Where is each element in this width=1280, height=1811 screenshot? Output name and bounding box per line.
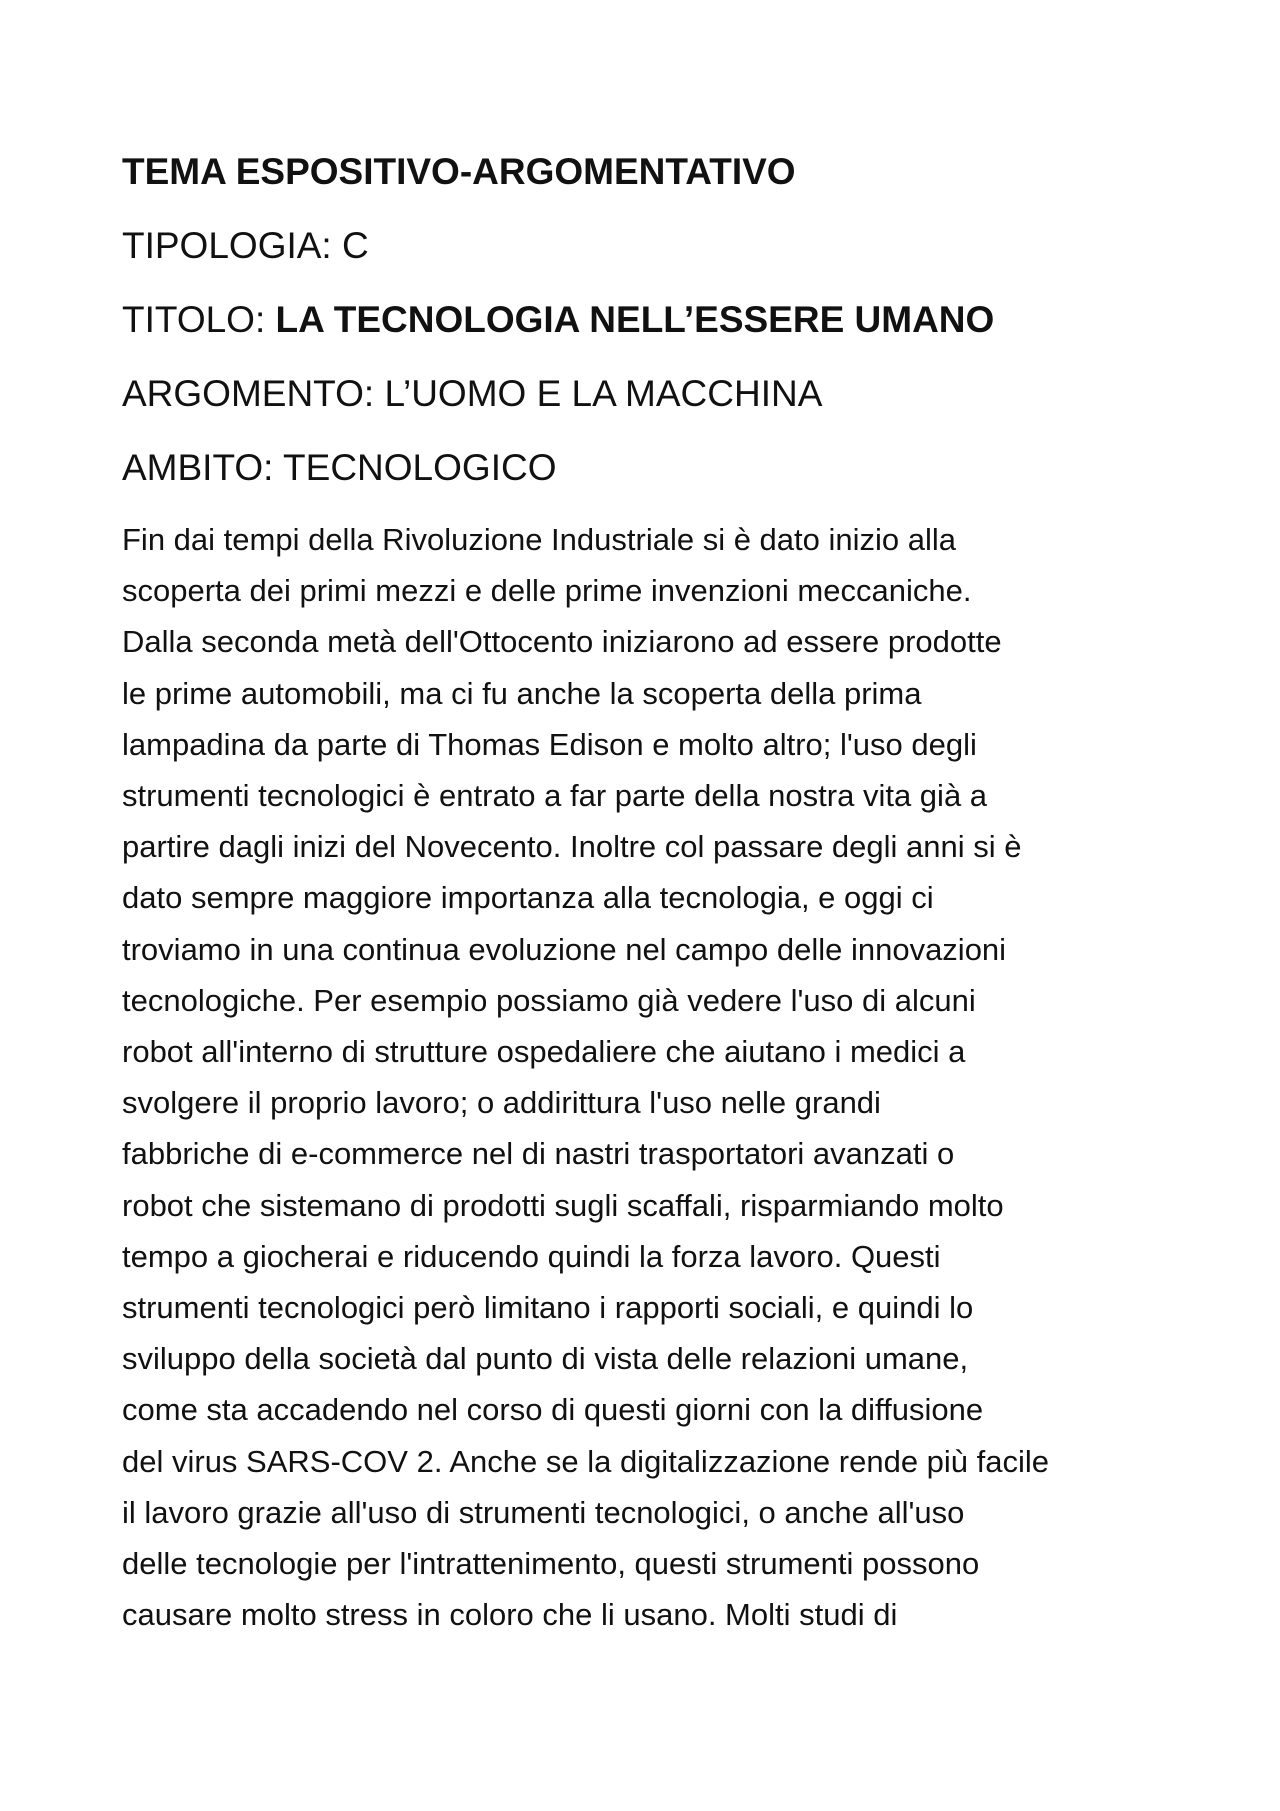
body-line: tempo a giocherai e riducendo quindi la forza lavoro. Questi [122,1238,941,1274]
body-line: il lavoro grazie all'uso di strumenti tecnologici, o anche all'uso [122,1494,965,1530]
body-line: causare molto stress in coloro che li usano. Molti studi di [122,1597,898,1633]
document-title: TEMA ESPOSITIVO-ARGOMENTATIVO [122,151,796,192]
body-line: del virus SARS-COV 2. Anche se la digitalizzazione rende più facile [122,1443,1050,1479]
titolo-label: TITOLO: [122,299,276,340]
document-page [122,150,1182,1640]
body-line: come sta accadendo nel corso di questi giorni con la diffusione [122,1392,984,1428]
body-line: strumenti tecnologici è entrato a far parte della nostra vita già a [122,778,988,814]
titolo-value: LA TECNOLOGIA NELL’ESSERE UMANO [275,299,995,340]
body-line: dato sempre maggiore importanza alla tecnologia, e oggi ci [122,880,934,916]
body-line: delle tecnologie per l'intrattenimento, questi strumenti possono [122,1546,980,1582]
body-line: fabbriche di e-commerce nel di nastri trasportatori avanzati o [122,1136,955,1172]
body-line: scoperta dei primi mezzi e delle prime invenzioni meccaniche. [122,573,972,609]
ambito-line: AMBITO: TECNOLOGICO [122,447,557,488]
body-line: le prime automobili, ma ci fu anche la scoperta della prima [122,675,922,711]
body-line: robot che sistemano di prodotti sugli scaffali, risparmiando molto [122,1187,1004,1223]
body-line: lampadina da parte di Thomas Edison e molto altro; l'uso degli [122,726,977,762]
body-line: sviluppo della società dal punto di vista delle relazioni umane, [122,1341,969,1377]
body-line: partire dagli inizi del Novecento. Inoltre col passare degli anni si è [122,829,1022,865]
body-line: troviamo in una continua evoluzione nel campo delle innovazioni [122,931,1007,967]
body-line: tecnologiche. Per esempio possiamo già vedere l'uso di alcuni [122,982,976,1018]
argomento-line: ARGOMENTO: L’UOMO E LA MACCHINA [122,373,823,414]
body-line: svolgere il proprio lavoro; o addirittura l'uso nelle grandi [122,1085,881,1121]
body-line: robot all'interno di strutture ospedaliere che aiutano i medici a [122,1034,966,1070]
tipologia-line: TIPOLOGIA: C [122,225,369,266]
body-paragraph [122,514,1182,1640]
body-line: strumenti tecnologici però limitano i rapporti sociali, e quindi lo [122,1290,974,1326]
body-line: Fin dai tempi della Rivoluzione Industriale si è dato inizio alla [122,522,957,557]
titolo-line [122,298,1182,342]
body-line: Dalla seconda metà dell'Ottocento iniziarono ad essere prodotte [122,624,1002,660]
